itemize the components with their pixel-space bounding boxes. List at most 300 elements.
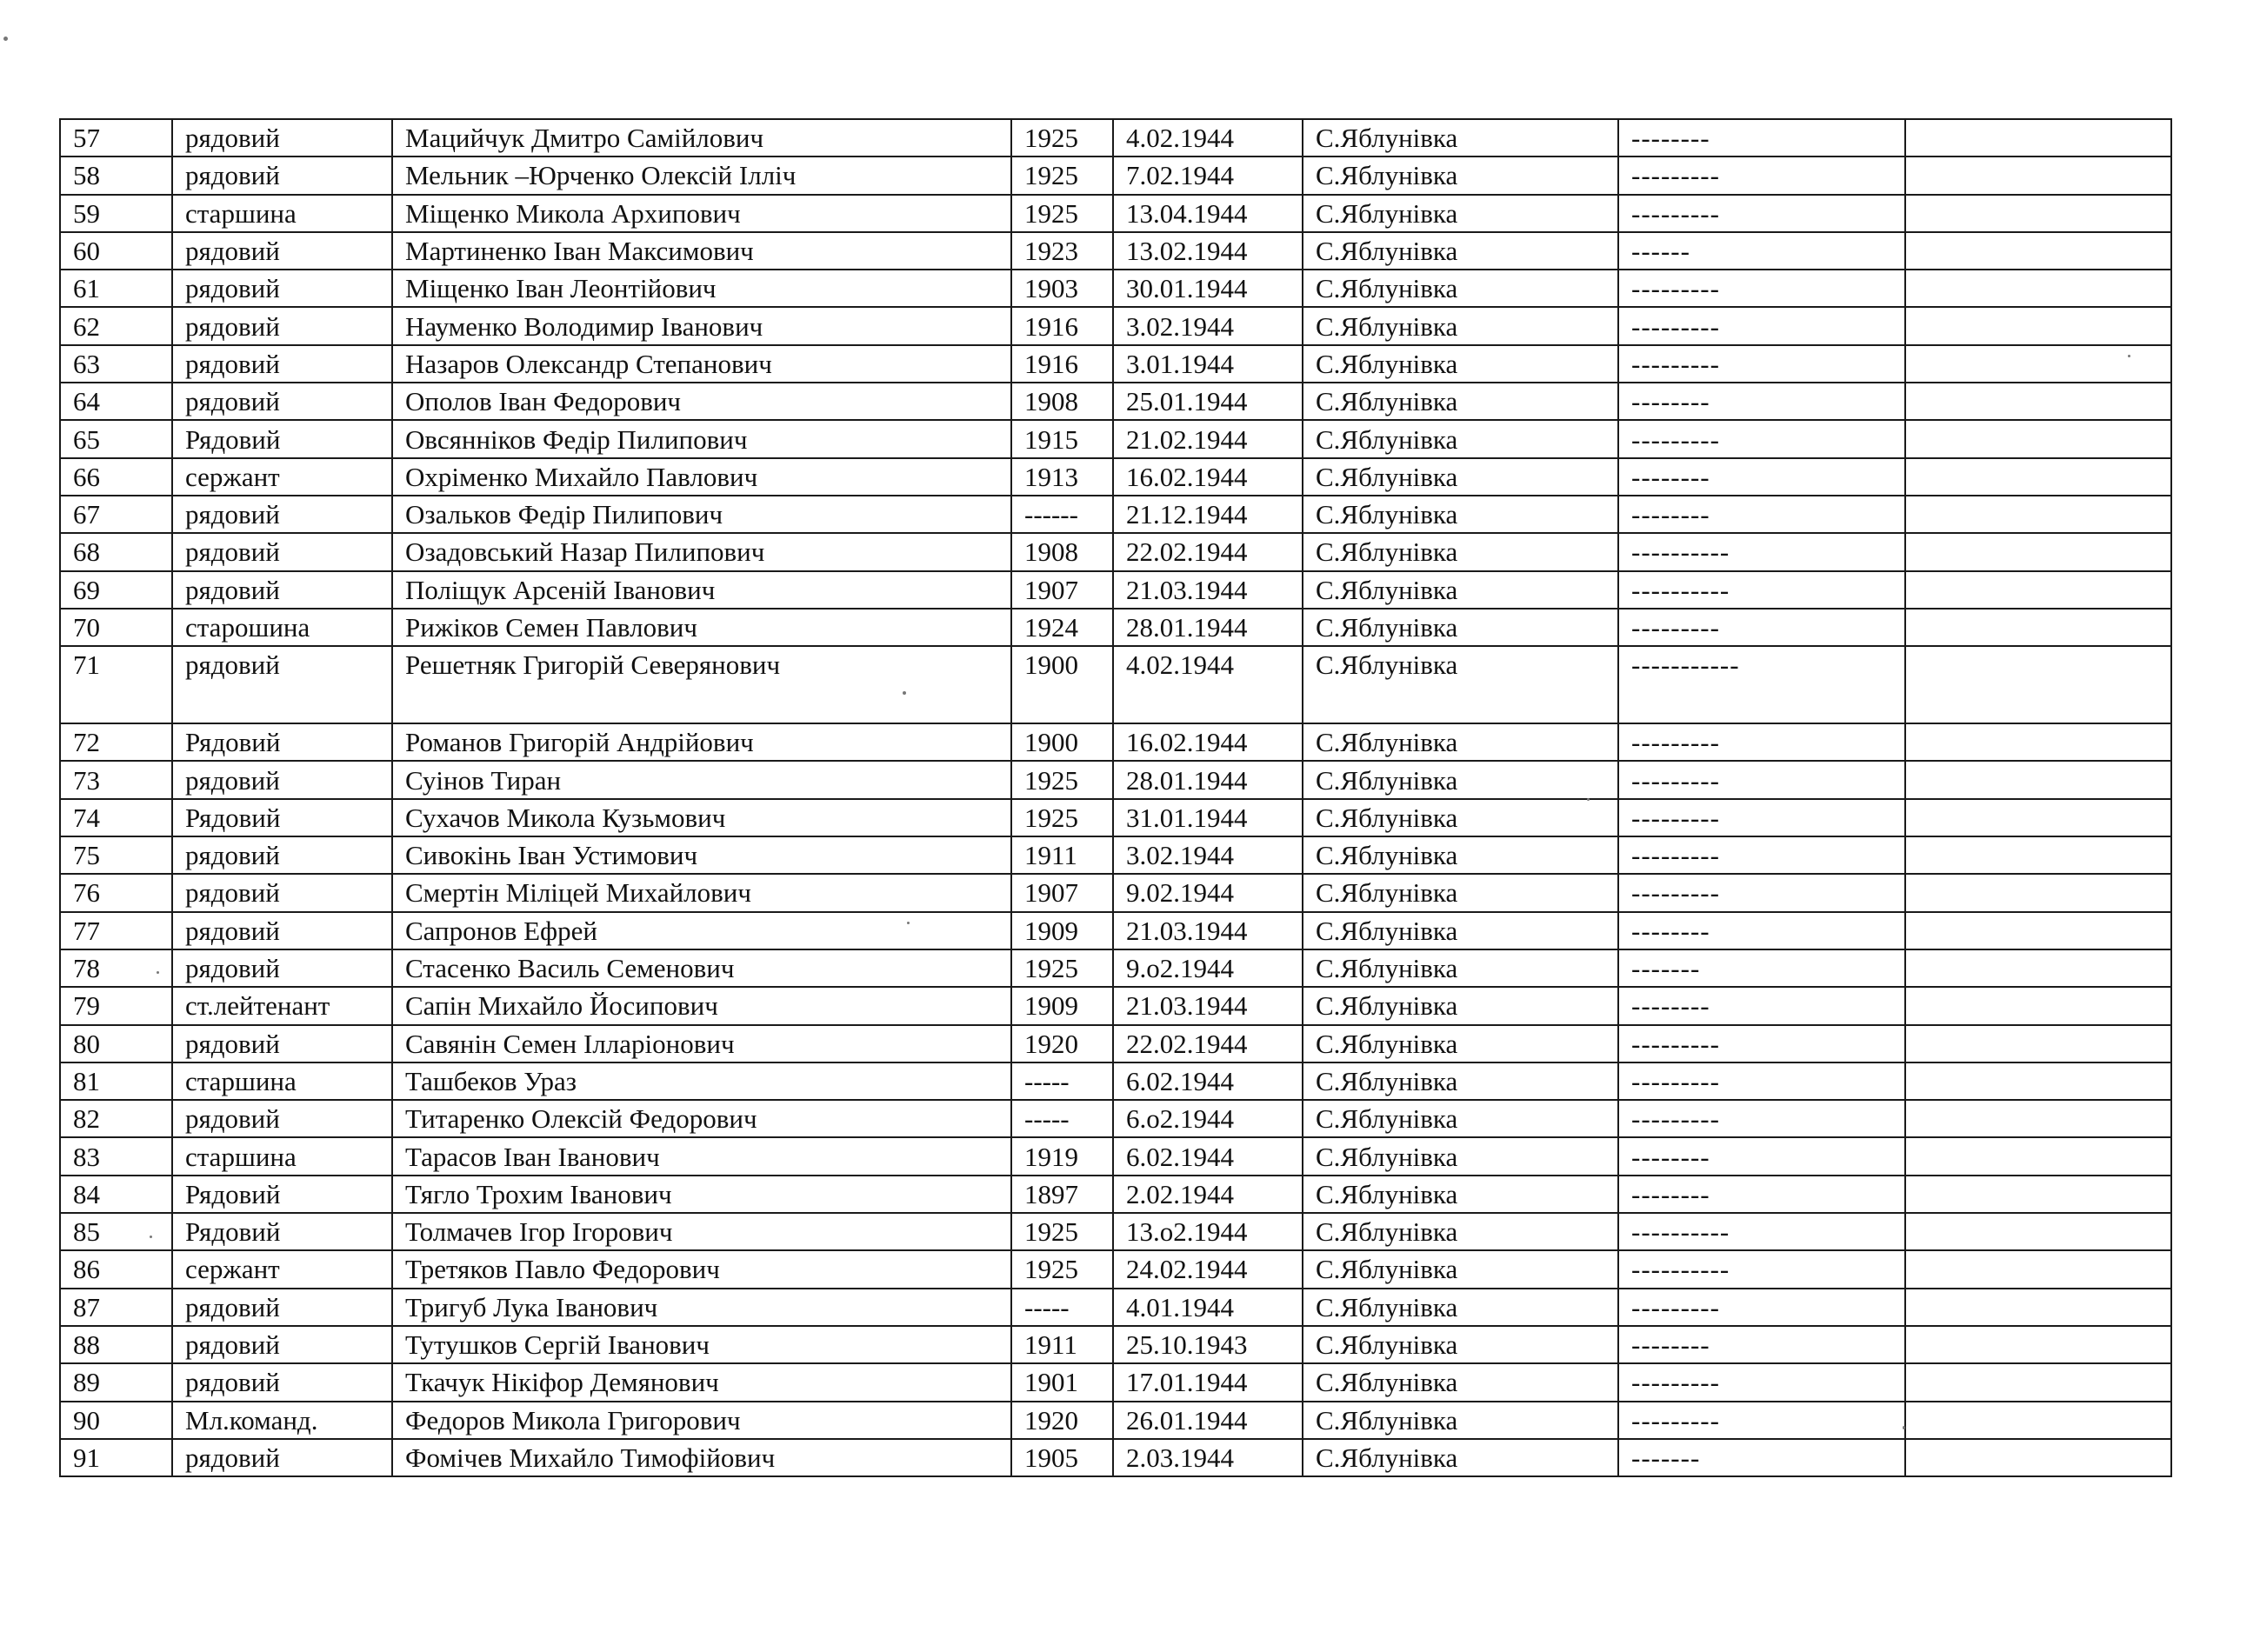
note-dashes-cell: -------- — [1618, 1137, 1905, 1175]
full-name-cell: Фомічев Михайло Тимофійович — [392, 1439, 1011, 1476]
note-dashes-cell: ------ — [1618, 232, 1905, 270]
burial-place-cell: С.Яблунівка — [1303, 1326, 1618, 1363]
note-dashes-cell: --------- — [1618, 761, 1905, 798]
death-date-cell: 25.10.1943 — [1113, 1326, 1303, 1363]
note-dashes-cell: --------- — [1618, 799, 1905, 836]
empty-cell — [1905, 119, 2171, 157]
birth-year-cell: ----- — [1011, 1100, 1113, 1137]
entry-number-cell: 63 — [60, 345, 172, 383]
empty-cell — [1905, 799, 2171, 836]
burial-place-cell: С.Яблунівка — [1303, 420, 1618, 457]
empty-cell — [1905, 345, 2171, 383]
military-rank-cell: Рядовий — [172, 420, 392, 457]
birth-year-cell: ----- — [1011, 1062, 1113, 1100]
burial-place-cell: С.Яблунівка — [1303, 533, 1618, 570]
note-dashes-cell: -------- — [1618, 912, 1905, 949]
burial-place-cell: С.Яблунівка — [1303, 195, 1618, 232]
death-date-cell: 13.о2.1944 — [1113, 1213, 1303, 1250]
table-row — [60, 1213, 2171, 1250]
empty-cell — [1905, 723, 2171, 761]
empty-cell — [1905, 270, 2171, 307]
empty-cell — [1905, 232, 2171, 270]
full-name-cell: Науменко Володимир Іванович — [392, 307, 1011, 344]
death-date-cell: 21.03.1944 — [1113, 571, 1303, 609]
empty-cell — [1905, 646, 2171, 723]
note-dashes-cell: --------- — [1618, 874, 1905, 911]
empty-cell — [1905, 1137, 2171, 1175]
burial-place-cell: С.Яблунівка — [1303, 1289, 1618, 1326]
burial-place-cell: С.Яблунівка — [1303, 723, 1618, 761]
military-rank-cell: рядовий — [172, 345, 392, 383]
empty-cell — [1905, 836, 2171, 874]
empty-cell — [1905, 571, 2171, 609]
full-name-cell: Мартиненко Іван Максимович — [392, 232, 1011, 270]
military-rank-cell: рядовий — [172, 1439, 392, 1476]
note-dashes-cell: -------- — [1618, 1326, 1905, 1363]
entry-number-cell: 85 — [60, 1213, 172, 1250]
birth-year-cell: 1911 — [1011, 836, 1113, 874]
table-row — [60, 912, 2171, 949]
entry-number-cell: 61 — [60, 270, 172, 307]
table-row — [60, 307, 2171, 344]
note-dashes-cell: --------- — [1618, 1062, 1905, 1100]
military-rank-cell: рядовий — [172, 1025, 392, 1062]
note-dashes-cell: --------- — [1618, 270, 1905, 307]
table-row — [60, 119, 2171, 157]
empty-cell — [1905, 1100, 2171, 1137]
birth-year-cell: 1908 — [1011, 383, 1113, 420]
full-name-cell: Міщенко Іван Леонтійович — [392, 270, 1011, 307]
military-rank-cell: сержант — [172, 458, 392, 496]
empty-cell — [1905, 1062, 2171, 1100]
death-date-cell: 4.01.1944 — [1113, 1289, 1303, 1326]
full-name-cell: Рижіков Семен Павлович — [392, 609, 1011, 646]
full-name-cell: Поліщук Арсеній Іванович — [392, 571, 1011, 609]
burial-place-cell: С.Яблунівка — [1303, 1137, 1618, 1175]
entry-number-cell: 77 — [60, 912, 172, 949]
burial-place-cell: С.Яблунівка — [1303, 646, 1618, 723]
note-dashes-cell: ------- — [1618, 1439, 1905, 1476]
table-row — [60, 533, 2171, 570]
birth-year-cell: 1907 — [1011, 874, 1113, 911]
table-row — [60, 1025, 2171, 1062]
death-date-cell: 21.03.1944 — [1113, 912, 1303, 949]
military-rank-cell: рядовий — [172, 836, 392, 874]
military-rank-cell: рядовий — [172, 1363, 392, 1401]
birth-year-cell: 1903 — [1011, 270, 1113, 307]
full-name-cell: Назаров Олександр Степанович — [392, 345, 1011, 383]
entry-number-cell: 70 — [60, 609, 172, 646]
entry-number-cell: 81 — [60, 1062, 172, 1100]
entry-number-cell: 74 — [60, 799, 172, 836]
empty-cell — [1905, 949, 2171, 987]
table-row — [60, 1402, 2171, 1439]
empty-cell — [1905, 420, 2171, 457]
military-rank-cell: рядовий — [172, 270, 392, 307]
note-dashes-cell: -------- — [1618, 496, 1905, 533]
burial-place-cell: С.Яблунівка — [1303, 157, 1618, 194]
empty-cell — [1905, 1363, 2171, 1401]
military-rank-cell: старшина — [172, 195, 392, 232]
military-rank-cell: рядовий — [172, 761, 392, 798]
empty-cell — [1905, 987, 2171, 1024]
empty-cell — [1905, 383, 2171, 420]
entry-number-cell: 69 — [60, 571, 172, 609]
note-dashes-cell: --------- — [1618, 723, 1905, 761]
table-row — [60, 609, 2171, 646]
full-name-cell: Ткачук Нікіфор Демянович — [392, 1363, 1011, 1401]
military-rank-cell: Рядовий — [172, 723, 392, 761]
birth-year-cell: 1905 — [1011, 1439, 1113, 1476]
military-rank-cell: рядовий — [172, 1100, 392, 1137]
full-name-cell: Ташбеков Ураз — [392, 1062, 1011, 1100]
burial-place-cell: С.Яблунівка — [1303, 987, 1618, 1024]
burial-place-cell: С.Яблунівка — [1303, 1100, 1618, 1137]
note-dashes-cell: --------- — [1618, 1363, 1905, 1401]
roster-body — [60, 119, 2171, 1476]
note-dashes-cell: --------- — [1618, 420, 1905, 457]
military-rank-cell: рядовий — [172, 533, 392, 570]
military-rank-cell: рядовий — [172, 646, 392, 723]
entry-number-cell: 57 — [60, 119, 172, 157]
note-dashes-cell: --------- — [1618, 1025, 1905, 1062]
full-name-cell: Ополов Іван Федорович — [392, 383, 1011, 420]
note-dashes-cell: -------- — [1618, 458, 1905, 496]
full-name-cell: Толмачев Ігор Ігорович — [392, 1213, 1011, 1250]
burial-place-cell: С.Яблунівка — [1303, 1402, 1618, 1439]
empty-cell — [1905, 1250, 2171, 1288]
empty-cell — [1905, 1025, 2171, 1062]
death-date-cell: 22.02.1944 — [1113, 1025, 1303, 1062]
entry-number-cell: 88 — [60, 1326, 172, 1363]
birth-year-cell: 1920 — [1011, 1402, 1113, 1439]
military-rank-cell: рядовий — [172, 874, 392, 911]
military-rank-cell: рядовий — [172, 157, 392, 194]
note-dashes-cell: --------- — [1618, 157, 1905, 194]
burial-place-cell: С.Яблунівка — [1303, 1213, 1618, 1250]
scan-speck — [150, 1236, 152, 1238]
death-date-cell: 16.02.1944 — [1113, 723, 1303, 761]
full-name-cell: Мацийчук Дмитро Самійлович — [392, 119, 1011, 157]
birth-year-cell: 1913 — [1011, 458, 1113, 496]
burial-place-cell: С.Яблунівка — [1303, 1176, 1618, 1213]
birth-year-cell: 1925 — [1011, 1213, 1113, 1250]
note-dashes-cell: ---------- — [1618, 1213, 1905, 1250]
note-dashes-cell: -------- — [1618, 119, 1905, 157]
burial-place-cell: С.Яблунівка — [1303, 912, 1618, 949]
table-row — [60, 157, 2171, 194]
full-name-cell: Озальков Федір Пилипович — [392, 496, 1011, 533]
entry-number-cell: 71 — [60, 646, 172, 723]
entry-number-cell: 78 — [60, 949, 172, 987]
military-rank-cell: рядовий — [172, 383, 392, 420]
death-date-cell: 28.01.1944 — [1113, 609, 1303, 646]
birth-year-cell: 1925 — [1011, 761, 1113, 798]
birth-year-cell: 1925 — [1011, 799, 1113, 836]
table-row — [60, 383, 2171, 420]
entry-number-cell: 86 — [60, 1250, 172, 1288]
table-row — [60, 1100, 2171, 1137]
full-name-cell: Тарасов Іван Іванович — [392, 1137, 1011, 1175]
table-row — [60, 987, 2171, 1024]
military-rank-cell: Рядовий — [172, 799, 392, 836]
death-date-cell: 4.02.1944 — [1113, 646, 1303, 723]
death-date-cell: 13.04.1944 — [1113, 195, 1303, 232]
empty-cell — [1905, 307, 2171, 344]
full-name-cell: Третяков Павло Федорович — [392, 1250, 1011, 1288]
full-name-cell: Озадовський Назар Пилипович — [392, 533, 1011, 570]
death-date-cell: 3.02.1944 — [1113, 836, 1303, 874]
table-row — [60, 420, 2171, 457]
full-name-cell: Савянін Семен Ілларіонович — [392, 1025, 1011, 1062]
table-row — [60, 1326, 2171, 1363]
casualty-roster-table — [59, 118, 2172, 1477]
table-row — [60, 1439, 2171, 1476]
full-name-cell: Романов Григорій Андрійович — [392, 723, 1011, 761]
birth-year-cell: 1900 — [1011, 723, 1113, 761]
military-rank-cell: рядовий — [172, 1326, 392, 1363]
death-date-cell: 24.02.1944 — [1113, 1250, 1303, 1288]
table-row — [60, 1062, 2171, 1100]
entry-number-cell: 84 — [60, 1176, 172, 1213]
death-date-cell: 28.01.1944 — [1113, 761, 1303, 798]
burial-place-cell: С.Яблунівка — [1303, 383, 1618, 420]
death-date-cell: 6.о2.1944 — [1113, 1100, 1303, 1137]
military-rank-cell: старшина — [172, 1137, 392, 1175]
military-rank-cell: рядовий — [172, 949, 392, 987]
birth-year-cell: 1907 — [1011, 571, 1113, 609]
full-name-cell: Суінов Тиран — [392, 761, 1011, 798]
note-dashes-cell: --------- — [1618, 1100, 1905, 1137]
military-rank-cell: Рядовий — [172, 1213, 392, 1250]
table-row — [60, 761, 2171, 798]
table-row — [60, 1137, 2171, 1175]
full-name-cell: Смертін Міліцей Михайлович — [392, 874, 1011, 911]
scan-speck — [903, 691, 906, 695]
table-row — [60, 799, 2171, 836]
death-date-cell: 6.02.1944 — [1113, 1062, 1303, 1100]
empty-cell — [1905, 1439, 2171, 1476]
death-date-cell: 2.03.1944 — [1113, 1439, 1303, 1476]
table-row — [60, 723, 2171, 761]
note-dashes-cell: --------- — [1618, 345, 1905, 383]
table-row — [60, 1363, 2171, 1401]
note-dashes-cell: --------- — [1618, 307, 1905, 344]
note-dashes-cell: --------- — [1618, 1289, 1905, 1326]
death-date-cell: 26.01.1944 — [1113, 1402, 1303, 1439]
entry-number-cell: 60 — [60, 232, 172, 270]
full-name-cell: Федоров Микола Григорович — [392, 1402, 1011, 1439]
empty-cell — [1905, 1326, 2171, 1363]
birth-year-cell: ------ — [1011, 496, 1113, 533]
death-date-cell: 21.02.1944 — [1113, 420, 1303, 457]
table-row — [60, 1250, 2171, 1288]
birth-year-cell: 1900 — [1011, 646, 1113, 723]
military-rank-cell: сержант — [172, 1250, 392, 1288]
empty-cell — [1905, 496, 2171, 533]
birth-year-cell: 1919 — [1011, 1137, 1113, 1175]
entry-number-cell: 58 — [60, 157, 172, 194]
table-row — [60, 270, 2171, 307]
entry-number-cell: 91 — [60, 1439, 172, 1476]
birth-year-cell: 1925 — [1011, 949, 1113, 987]
death-date-cell: 2.02.1944 — [1113, 1176, 1303, 1213]
table-row — [60, 836, 2171, 874]
birth-year-cell: 1923 — [1011, 232, 1113, 270]
military-rank-cell: рядовий — [172, 119, 392, 157]
entry-number-cell: 64 — [60, 383, 172, 420]
death-date-cell: 9.о2.1944 — [1113, 949, 1303, 987]
full-name-cell: Міщенко Микола Архипович — [392, 195, 1011, 232]
full-name-cell: Сапін Михайло Йосипович — [392, 987, 1011, 1024]
military-rank-cell: ст.лейтенант — [172, 987, 392, 1024]
burial-place-cell: С.Яблунівка — [1303, 232, 1618, 270]
death-date-cell: 25.01.1944 — [1113, 383, 1303, 420]
full-name-cell: Охріменко Михайло Павлович — [392, 458, 1011, 496]
note-dashes-cell: -------- — [1618, 987, 1905, 1024]
birth-year-cell: 1916 — [1011, 307, 1113, 344]
birth-year-cell: 1901 — [1011, 1363, 1113, 1401]
military-rank-cell: рядовий — [172, 571, 392, 609]
burial-place-cell: С.Яблунівка — [1303, 496, 1618, 533]
empty-cell — [1905, 1176, 2171, 1213]
entry-number-cell: 90 — [60, 1402, 172, 1439]
burial-place-cell: С.Яблунівка — [1303, 307, 1618, 344]
note-dashes-cell: --------- — [1618, 195, 1905, 232]
scan-speck — [3, 37, 8, 41]
note-dashes-cell: ---------- — [1618, 533, 1905, 570]
entry-number-cell: 72 — [60, 723, 172, 761]
full-name-cell: Овсянніков Федір Пилипович — [392, 420, 1011, 457]
entry-number-cell: 83 — [60, 1137, 172, 1175]
note-dashes-cell: --------- — [1618, 836, 1905, 874]
burial-place-cell: С.Яблунівка — [1303, 609, 1618, 646]
note-dashes-cell: -------- — [1618, 1176, 1905, 1213]
entry-number-cell: 79 — [60, 987, 172, 1024]
burial-place-cell: С.Яблунівка — [1303, 345, 1618, 383]
empty-cell — [1905, 157, 2171, 194]
empty-cell — [1905, 874, 2171, 911]
scan-speck — [1587, 798, 1590, 801]
empty-cell — [1905, 195, 2171, 232]
full-name-cell: Титаренко Олексій Федорович — [392, 1100, 1011, 1137]
death-date-cell: 3.02.1944 — [1113, 307, 1303, 344]
entry-number-cell: 62 — [60, 307, 172, 344]
burial-place-cell: С.Яблунівка — [1303, 1025, 1618, 1062]
full-name-cell: Стасенко Василь Семенович — [392, 949, 1011, 987]
burial-place-cell: С.Яблунівка — [1303, 1062, 1618, 1100]
burial-place-cell: С.Яблунівка — [1303, 571, 1618, 609]
empty-cell — [1905, 1213, 2171, 1250]
birth-year-cell: 1925 — [1011, 157, 1113, 194]
table-row — [60, 949, 2171, 987]
birth-year-cell: 1924 — [1011, 609, 1113, 646]
burial-place-cell: С.Яблунівка — [1303, 119, 1618, 157]
entry-number-cell: 59 — [60, 195, 172, 232]
death-date-cell: 31.01.1944 — [1113, 799, 1303, 836]
birth-year-cell: 1911 — [1011, 1326, 1113, 1363]
note-dashes-cell: --------- — [1618, 609, 1905, 646]
birth-year-cell: 1908 — [1011, 533, 1113, 570]
empty-cell — [1905, 609, 2171, 646]
death-date-cell: 17.01.1944 — [1113, 1363, 1303, 1401]
burial-place-cell: С.Яблунівка — [1303, 761, 1618, 798]
burial-place-cell: С.Яблунівка — [1303, 1439, 1618, 1476]
death-date-cell: 16.02.1944 — [1113, 458, 1303, 496]
military-rank-cell: старошина — [172, 609, 392, 646]
empty-cell — [1905, 761, 2171, 798]
birth-year-cell: 1897 — [1011, 1176, 1113, 1213]
military-rank-cell: рядовий — [172, 496, 392, 533]
death-date-cell: 30.01.1944 — [1113, 270, 1303, 307]
table-row — [60, 1176, 2171, 1213]
burial-place-cell: С.Яблунівка — [1303, 1250, 1618, 1288]
birth-year-cell: 1916 — [1011, 345, 1113, 383]
scan-speck — [2128, 355, 2130, 357]
empty-cell — [1905, 1289, 2171, 1326]
full-name-cell: Сивокінь Іван Устимович — [392, 836, 1011, 874]
table-row — [60, 496, 2171, 533]
scan-speck — [1903, 1426, 1905, 1429]
full-name-cell: Тригуб Лука Іванович — [392, 1289, 1011, 1326]
death-date-cell: 3.01.1944 — [1113, 345, 1303, 383]
birth-year-cell: 1909 — [1011, 912, 1113, 949]
military-rank-cell: рядовий — [172, 307, 392, 344]
birth-year-cell: 1920 — [1011, 1025, 1113, 1062]
death-date-cell: 4.02.1944 — [1113, 119, 1303, 157]
note-dashes-cell: ---------- — [1618, 1250, 1905, 1288]
table-row — [60, 232, 2171, 270]
entry-number-cell: 68 — [60, 533, 172, 570]
military-rank-cell: старшина — [172, 1062, 392, 1100]
full-name-cell: Тутушков Сергій Іванович — [392, 1326, 1011, 1363]
table-row — [60, 345, 2171, 383]
entry-number-cell: 82 — [60, 1100, 172, 1137]
death-date-cell: 21.12.1944 — [1113, 496, 1303, 533]
empty-cell — [1905, 912, 2171, 949]
military-rank-cell: рядовий — [172, 232, 392, 270]
entry-number-cell: 65 — [60, 420, 172, 457]
entry-number-cell: 73 — [60, 761, 172, 798]
table-row — [60, 1289, 2171, 1326]
full-name-cell: Сухачов Микола Кузьмович — [392, 799, 1011, 836]
note-dashes-cell: --------- — [1618, 1402, 1905, 1439]
death-date-cell: 7.02.1944 — [1113, 157, 1303, 194]
birth-year-cell: 1925 — [1011, 119, 1113, 157]
death-date-cell: 9.02.1944 — [1113, 874, 1303, 911]
burial-place-cell: С.Яблунівка — [1303, 270, 1618, 307]
table-row — [60, 458, 2171, 496]
birth-year-cell: 1925 — [1011, 195, 1113, 232]
death-date-cell: 22.02.1944 — [1113, 533, 1303, 570]
burial-place-cell: С.Яблунівка — [1303, 949, 1618, 987]
military-rank-cell: рядовий — [172, 912, 392, 949]
scan-speck — [907, 922, 910, 924]
military-rank-cell: Мл.команд. — [172, 1402, 392, 1439]
table-row — [60, 195, 2171, 232]
empty-cell — [1905, 533, 2171, 570]
entry-number-cell: 87 — [60, 1289, 172, 1326]
death-date-cell: 13.02.1944 — [1113, 232, 1303, 270]
entry-number-cell: 67 — [60, 496, 172, 533]
burial-place-cell: С.Яблунівка — [1303, 1363, 1618, 1401]
death-date-cell: 6.02.1944 — [1113, 1137, 1303, 1175]
birth-year-cell: 1915 — [1011, 420, 1113, 457]
full-name-cell: Решетняк Григорій Северянович — [392, 646, 1011, 723]
entry-number-cell: 76 — [60, 874, 172, 911]
note-dashes-cell: ------- — [1618, 949, 1905, 987]
burial-place-cell: С.Яблунівка — [1303, 799, 1618, 836]
